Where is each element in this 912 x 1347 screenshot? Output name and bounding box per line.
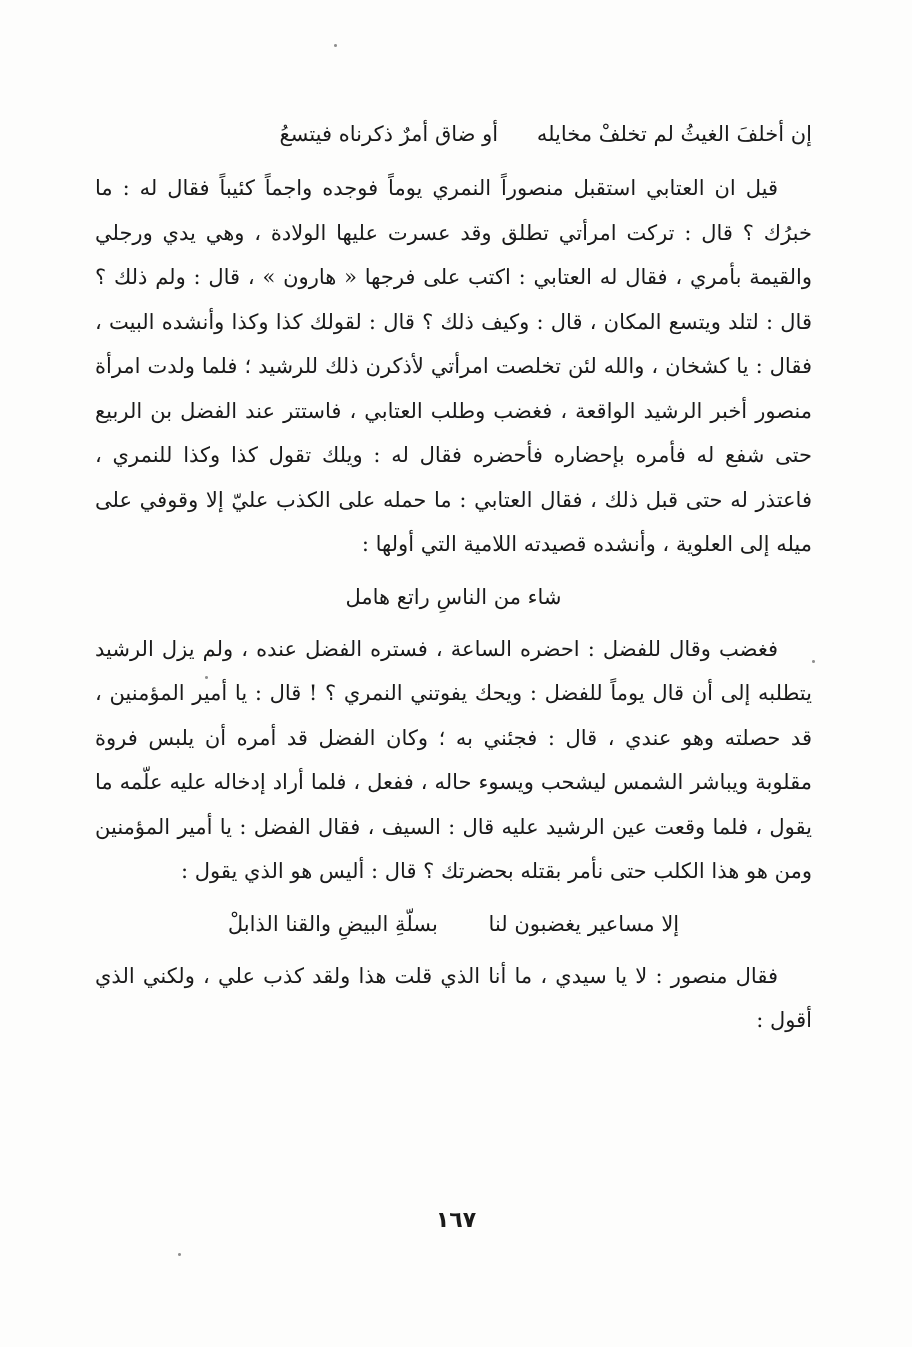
verse-top-left-hemistich: أو ضاق أمرٌ ذكرناه فيتسعُ: [279, 122, 499, 146]
verse-bottom-right-hemistich: إلا مساعير يغضبون لنا: [488, 911, 680, 936]
verse-top: [95, 112, 812, 156]
book-page: [95, 112, 812, 1047]
verse-bottom-left-hemistich: بسلّةِ البيضِ والقنا الذابلْ: [227, 911, 438, 936]
scan-speck: [205, 676, 208, 679]
paragraph-1: قيل ان العتابي استقبل منصوراً النمري يوماً فوجده واجماً كئيباً فقال له : ما خبرُك ؟ قال : تركت امرأتي تطلق وقد عسرت عليها الولادة ، وهي يدي ورجلي والقيمة بأمري ، فقال له العتابي : اكتب على فرجها « هارون » ، قال : ولم ذلك ؟ قال : لتلد ويتسع المكان ، قال : وكيف ذلك ؟ قال : لقولك كذا وكذا وأنشده البيت ، فقال : يا كشخان ، والله لئن تخلصت امرأتي لأذكرن ذلك للرشيد ؛ فلما ولدت امرأة منصور أخبر الرشيد الواقعة ، فغضب وطلب العتابي ، فاستتر عند الفضل بن الربيع حتى شفع له فأمره بإحضاره فأحضره فقال له : ويلك تقول كذا وكذا للنمري ، فاعتذر له حتى قبل ذلك ، فقال العتابي : ما حمله على الكذب عليّ إلا وقوفي على ميله إلى العلوية ، وأنشده قصيدته اللامية التي أولها :: [95, 176, 812, 556]
verse-top-right-hemistich: إن أخلفَ الغيثُ لم تخلفْ مخايله: [536, 122, 812, 146]
verse-bottom: [95, 902, 812, 946]
paragraph-3: فقال منصور : لا يا سيدي ، ما أنا الذي قلت هذا ولقد كذب علي ، ولكني الذي أقول :: [95, 963, 812, 1032]
page-number: ١٦٧: [435, 1208, 477, 1233]
verse-middle: شاء من الناسِ راتع هامل: [345, 584, 562, 609]
paragraph-2: فغضب وقال للفضل : احضره الساعة ، فستره الفضل عنده ، ولم يزل الرشيد يتطلبه إلى أن قال يوماً للفضل : ويحك يفوتني النمري ؟ ! قال : يا أمير المؤمنين ، قد حصلته وهو عندي ، قال : فجئني به ؛ وكان الفضل قد أمره أن يلبس فروة مقلوبة ويباشر الشمس ليشحب ويسوء حاله ، ففعل ، فلما أراد إدخاله عليه علّمه ما يقول ، فلما وقعت عين الرشيد عليه قال : السيف ، فقال الفضل : يا أمير المؤمنين ومن هو هذا الكلب حتى نأمر بقتله بحضرتك ؟ قال : أليس هو الذي يقول :: [95, 636, 812, 883]
scan-speck: [178, 1253, 181, 1256]
scan-speck: [334, 44, 337, 47]
scan-speck: [812, 660, 815, 663]
